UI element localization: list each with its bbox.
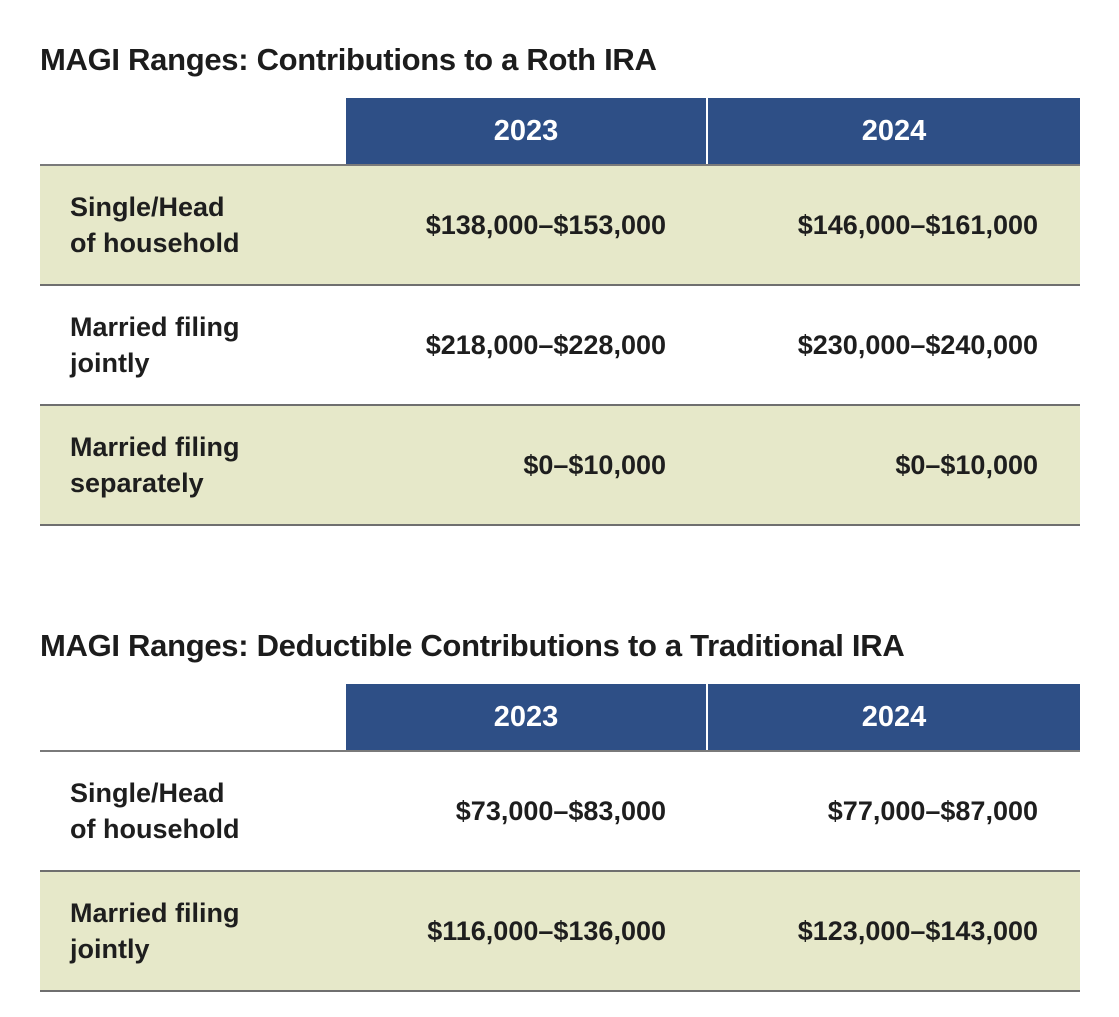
range-2024: $230,000–$240,000 <box>797 329 1038 360</box>
range-2023: $138,000–$153,000 <box>425 209 666 240</box>
range-2024: $146,000–$161,000 <box>797 209 1038 240</box>
row-label-line: separately <box>70 468 204 498</box>
row-label <box>70 872 300 990</box>
row-label-line: of household <box>70 228 240 258</box>
row-label-line: of household <box>70 814 240 844</box>
range-2024: $0–$10,000 <box>895 449 1038 480</box>
range-2024: $77,000–$87,000 <box>827 795 1038 826</box>
row-label-line: Married filing <box>70 311 240 342</box>
range-2023: $73,000–$83,000 <box>455 795 666 826</box>
roth-ira-table <box>40 98 1080 526</box>
row-label <box>70 166 300 284</box>
row-label-line: Single/Head <box>70 777 225 808</box>
table-row <box>40 752 1080 872</box>
column-header-2023: 2023 <box>346 98 706 164</box>
table-header <box>40 98 1080 166</box>
traditional-ira-table <box>40 684 1080 992</box>
column-header-2024: 2024 <box>708 98 1080 164</box>
traditional-table-title: MAGI Ranges: Deductible Contributions to a Traditional IRA <box>40 628 905 663</box>
row-label-line: Married filing <box>70 431 240 462</box>
range-2023: $0–$10,000 <box>523 449 666 480</box>
range-2023: $116,000–$136,000 <box>427 915 666 946</box>
row-label-line: jointly <box>70 934 150 964</box>
row-label-line: Married filing <box>70 897 240 928</box>
table-header <box>40 684 1080 752</box>
column-header-2023: 2023 <box>346 684 706 750</box>
roth-table-title: MAGI Ranges: Contributions to a Roth IRA <box>40 42 657 77</box>
range-2024: $123,000–$143,000 <box>797 915 1038 946</box>
table-row <box>40 286 1080 406</box>
row-label-line: jointly <box>70 348 150 378</box>
table-row <box>40 166 1080 286</box>
table-row <box>40 406 1080 526</box>
column-header-2024: 2024 <box>708 684 1080 750</box>
table-row <box>40 872 1080 992</box>
row-label <box>70 286 300 404</box>
range-2023: $218,000–$228,000 <box>425 329 666 360</box>
row-label <box>70 406 300 524</box>
row-label <box>70 752 300 870</box>
row-label-line: Single/Head <box>70 191 225 222</box>
